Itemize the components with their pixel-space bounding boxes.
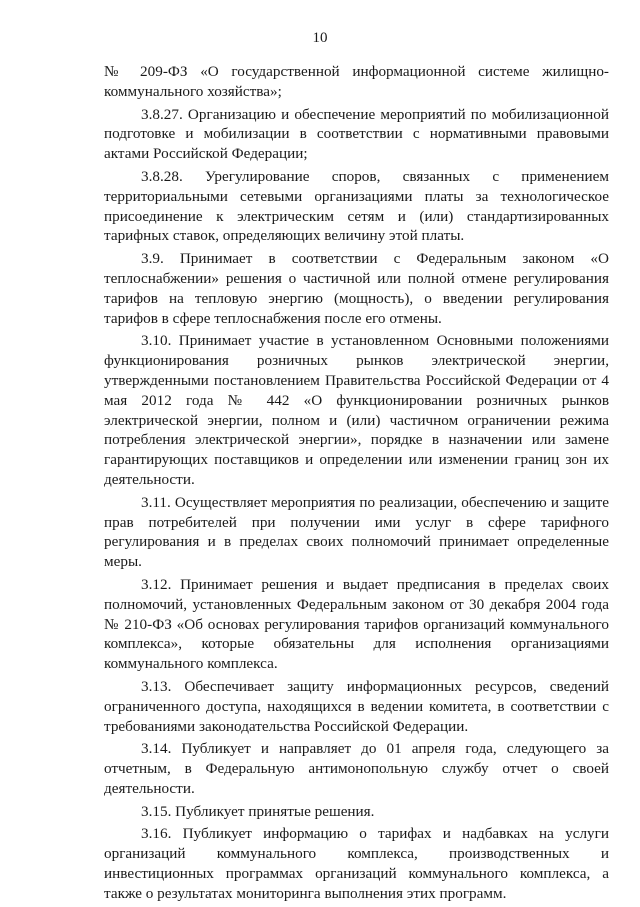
paragraph: 3.16. Публикует информацию о тарифах и надбавках на услуги организаций коммунального комплекса, производственных и инвестиционных программах организаций коммунального комплекса, а также о результатах мониторинга выполнения этих программ.: [104, 825, 609, 902]
paragraph: 3.15. Публикует принятые решения.: [141, 802, 375, 820]
document-body: [104, 62, 609, 907]
page-number: 10: [312, 30, 328, 46]
paragraph: № 209-ФЗ «О государственной информационной системе жилищно-коммунального хозяйства»;: [104, 63, 609, 100]
paragraph: 3.12. Принимает решения и выдает предписания в пределах своих полномочий, установленных Федеральным законом от 30 декабря 2004 года № 210-ФЗ «Об основах регулирования тарифов организаций коммунального комплекса», которые обязательны для исполнения организациями коммунального комплекса.: [104, 575, 609, 673]
paragraph: 3.8.27. Организацию и обеспечение мероприятий по мобилизационной подготовке и мобилизации в соответствии с нормативными правовыми актами Российской Федерации;: [104, 105, 609, 163]
paragraph: 3.10. Принимает участие в установленном Основными положениями функционирования розничных рынков электрической энергии, утвержденными постановлением Правительства Российской Федерации от 4 мая 2012 года № 442 «О функционировании розничных рынков электрической энергии, полном и (или) частичном ограничении режима потребления электрической энергии», порядке в назначении или замене гарантирующих поставщиков и определении или изменении границ зон их деятельности.: [104, 332, 609, 488]
paragraph: 3.9. Принимает в соответствии с Федеральным законом «О теплоснабжении» решения о частичной или полной отмене регулирования тарифов на тепловую энергию (мощность), о введении регулирования тарифов в сфере теплоснабжения после его отмены.: [104, 250, 609, 327]
paragraph: 3.13. Обеспечивает защиту информационных ресурсов, сведений ограниченного доступа, находящихся в ведении комитета, в соответствии с требованиями законодательства Российской Федерации.: [104, 677, 609, 735]
paragraph: 3.14. Публикует и направляет до 01 апреля года, следующего за отчетным, в Федеральную антимонопольную службу отчет о своей деятельности.: [104, 740, 609, 797]
paragraph: 3.11. Осуществляет мероприятия по реализации, обеспечению и защите прав потребителей при получении ими услуг в сфере тарифного регулирования и в пределах своих полномочий принимает определенные меры.: [104, 493, 609, 571]
paragraph: 3.8.28. Урегулирование споров, связанных с применением территориальными сетевыми организациями платы за технологическое присоединение к электрическим сетям и (или) стандартизированных тарифных ставок, определяющих величину этой платы.: [104, 167, 609, 245]
